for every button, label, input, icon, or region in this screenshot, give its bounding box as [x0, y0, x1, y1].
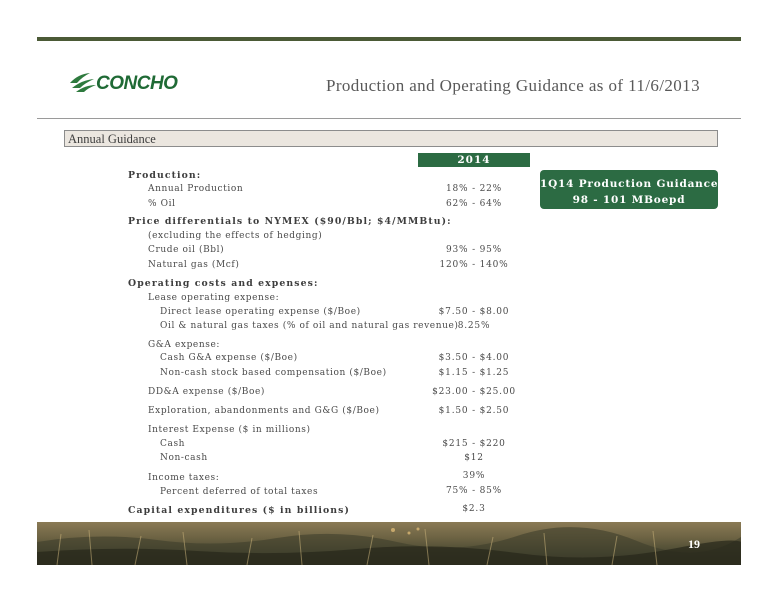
row-value-cash-ga: $3.50 - $4.00 — [438, 353, 510, 363]
row-label-exploration: Exploration, abandonments and G&G ($/Boe) — [148, 406, 380, 416]
row-label-capex: Capital expenditures ($ in billions) — [128, 505, 350, 516]
row-value-stock-comp: $1.15 - $1.25 — [438, 368, 510, 378]
row-label-ga-expense: G&A expense: — [148, 340, 221, 350]
row-value-interest-cash: $215 - $220 — [442, 439, 506, 449]
row-value-natural-gas: 120% - 140% — [439, 260, 509, 270]
row-label-direct-loe: Direct lease operating expense ($/Boe) — [160, 307, 361, 317]
callout-value: 98 - 101 MBoepd — [572, 194, 686, 206]
row-value-interest-noncash: $12 — [464, 453, 484, 463]
row-label-production: Production: — [128, 170, 202, 181]
row-value-deferred-taxes: 75% - 85% — [446, 486, 502, 496]
page-number: 19 — [688, 537, 700, 551]
row-label-hedging-note: (excluding the effects of hedging) — [148, 231, 323, 241]
row-label-stock-comp: Non-cash stock based compensation ($/Boe) — [160, 368, 387, 378]
grass-texture — [37, 522, 741, 565]
svg-text:CONCHO: CONCHO — [96, 73, 178, 94]
row-label-natural-gas: Natural gas (Mcf) — [148, 260, 240, 270]
row-value-oil-percent: 62% - 64% — [446, 199, 502, 209]
landscape-photo-band — [37, 522, 741, 565]
top-rule — [37, 37, 741, 41]
row-label-deferred-taxes: Percent deferred of total taxes — [160, 487, 319, 497]
year-column-header: 2014 — [418, 153, 530, 167]
row-label-oil-gas-taxes: Oil & natural gas taxes (% of oil and natural gas revenue) — [160, 321, 459, 331]
row-label-income-taxes: Income taxes: — [148, 473, 220, 483]
row-label-oil-percent: % Oil — [148, 199, 176, 209]
row-label-crude-oil: Crude oil (Bbl) — [148, 245, 225, 255]
row-value-direct-loe: $7.50 - $8.00 — [438, 307, 510, 317]
row-value-capex: $2.3 — [462, 504, 486, 514]
row-label-interest-noncash: Non-cash — [160, 453, 208, 463]
section-header — [64, 130, 718, 147]
row-value-exploration: $1.50 - $2.50 — [438, 406, 510, 416]
row-label-dda: DD&A expense ($/Boe) — [148, 387, 266, 397]
concho-logo-graphic — [68, 68, 186, 94]
callout-title: 1Q14 Production Guidance: — [540, 178, 723, 190]
row-label-interest-cash: Cash — [160, 439, 186, 449]
production-guidance-callout — [540, 170, 723, 209]
row-label-cash-ga: Cash G&A expense ($/Boe) — [160, 353, 298, 363]
section-label: Annual Guidance — [68, 132, 156, 146]
row-value-income-taxes: 39% — [462, 471, 486, 481]
header-divider — [37, 118, 741, 119]
concho-logo — [68, 68, 186, 94]
row-value-crude-oil: 93% - 95% — [446, 245, 502, 255]
row-value-dda: $23.00 - $25.00 — [432, 387, 516, 397]
page-title: Production and Operating Guidance as of 11/6/2013 — [325, 76, 700, 95]
row-label-annual-production: Annual Production — [148, 184, 244, 194]
row-value-oil-gas-taxes: 8.25% — [457, 321, 491, 331]
row-label-operating-costs: Operating costs and expenses: — [128, 278, 319, 289]
row-label-interest-expense: Interest Expense ($ in millions) — [148, 425, 311, 435]
row-value-annual-production: 18% - 22% — [446, 184, 502, 194]
row-label-price-differentials: Price differentials to NYMEX ($90/Bbl; $4/MMBtu): — [128, 216, 452, 227]
row-label-lease-operating: Lease operating expense: — [148, 293, 280, 303]
